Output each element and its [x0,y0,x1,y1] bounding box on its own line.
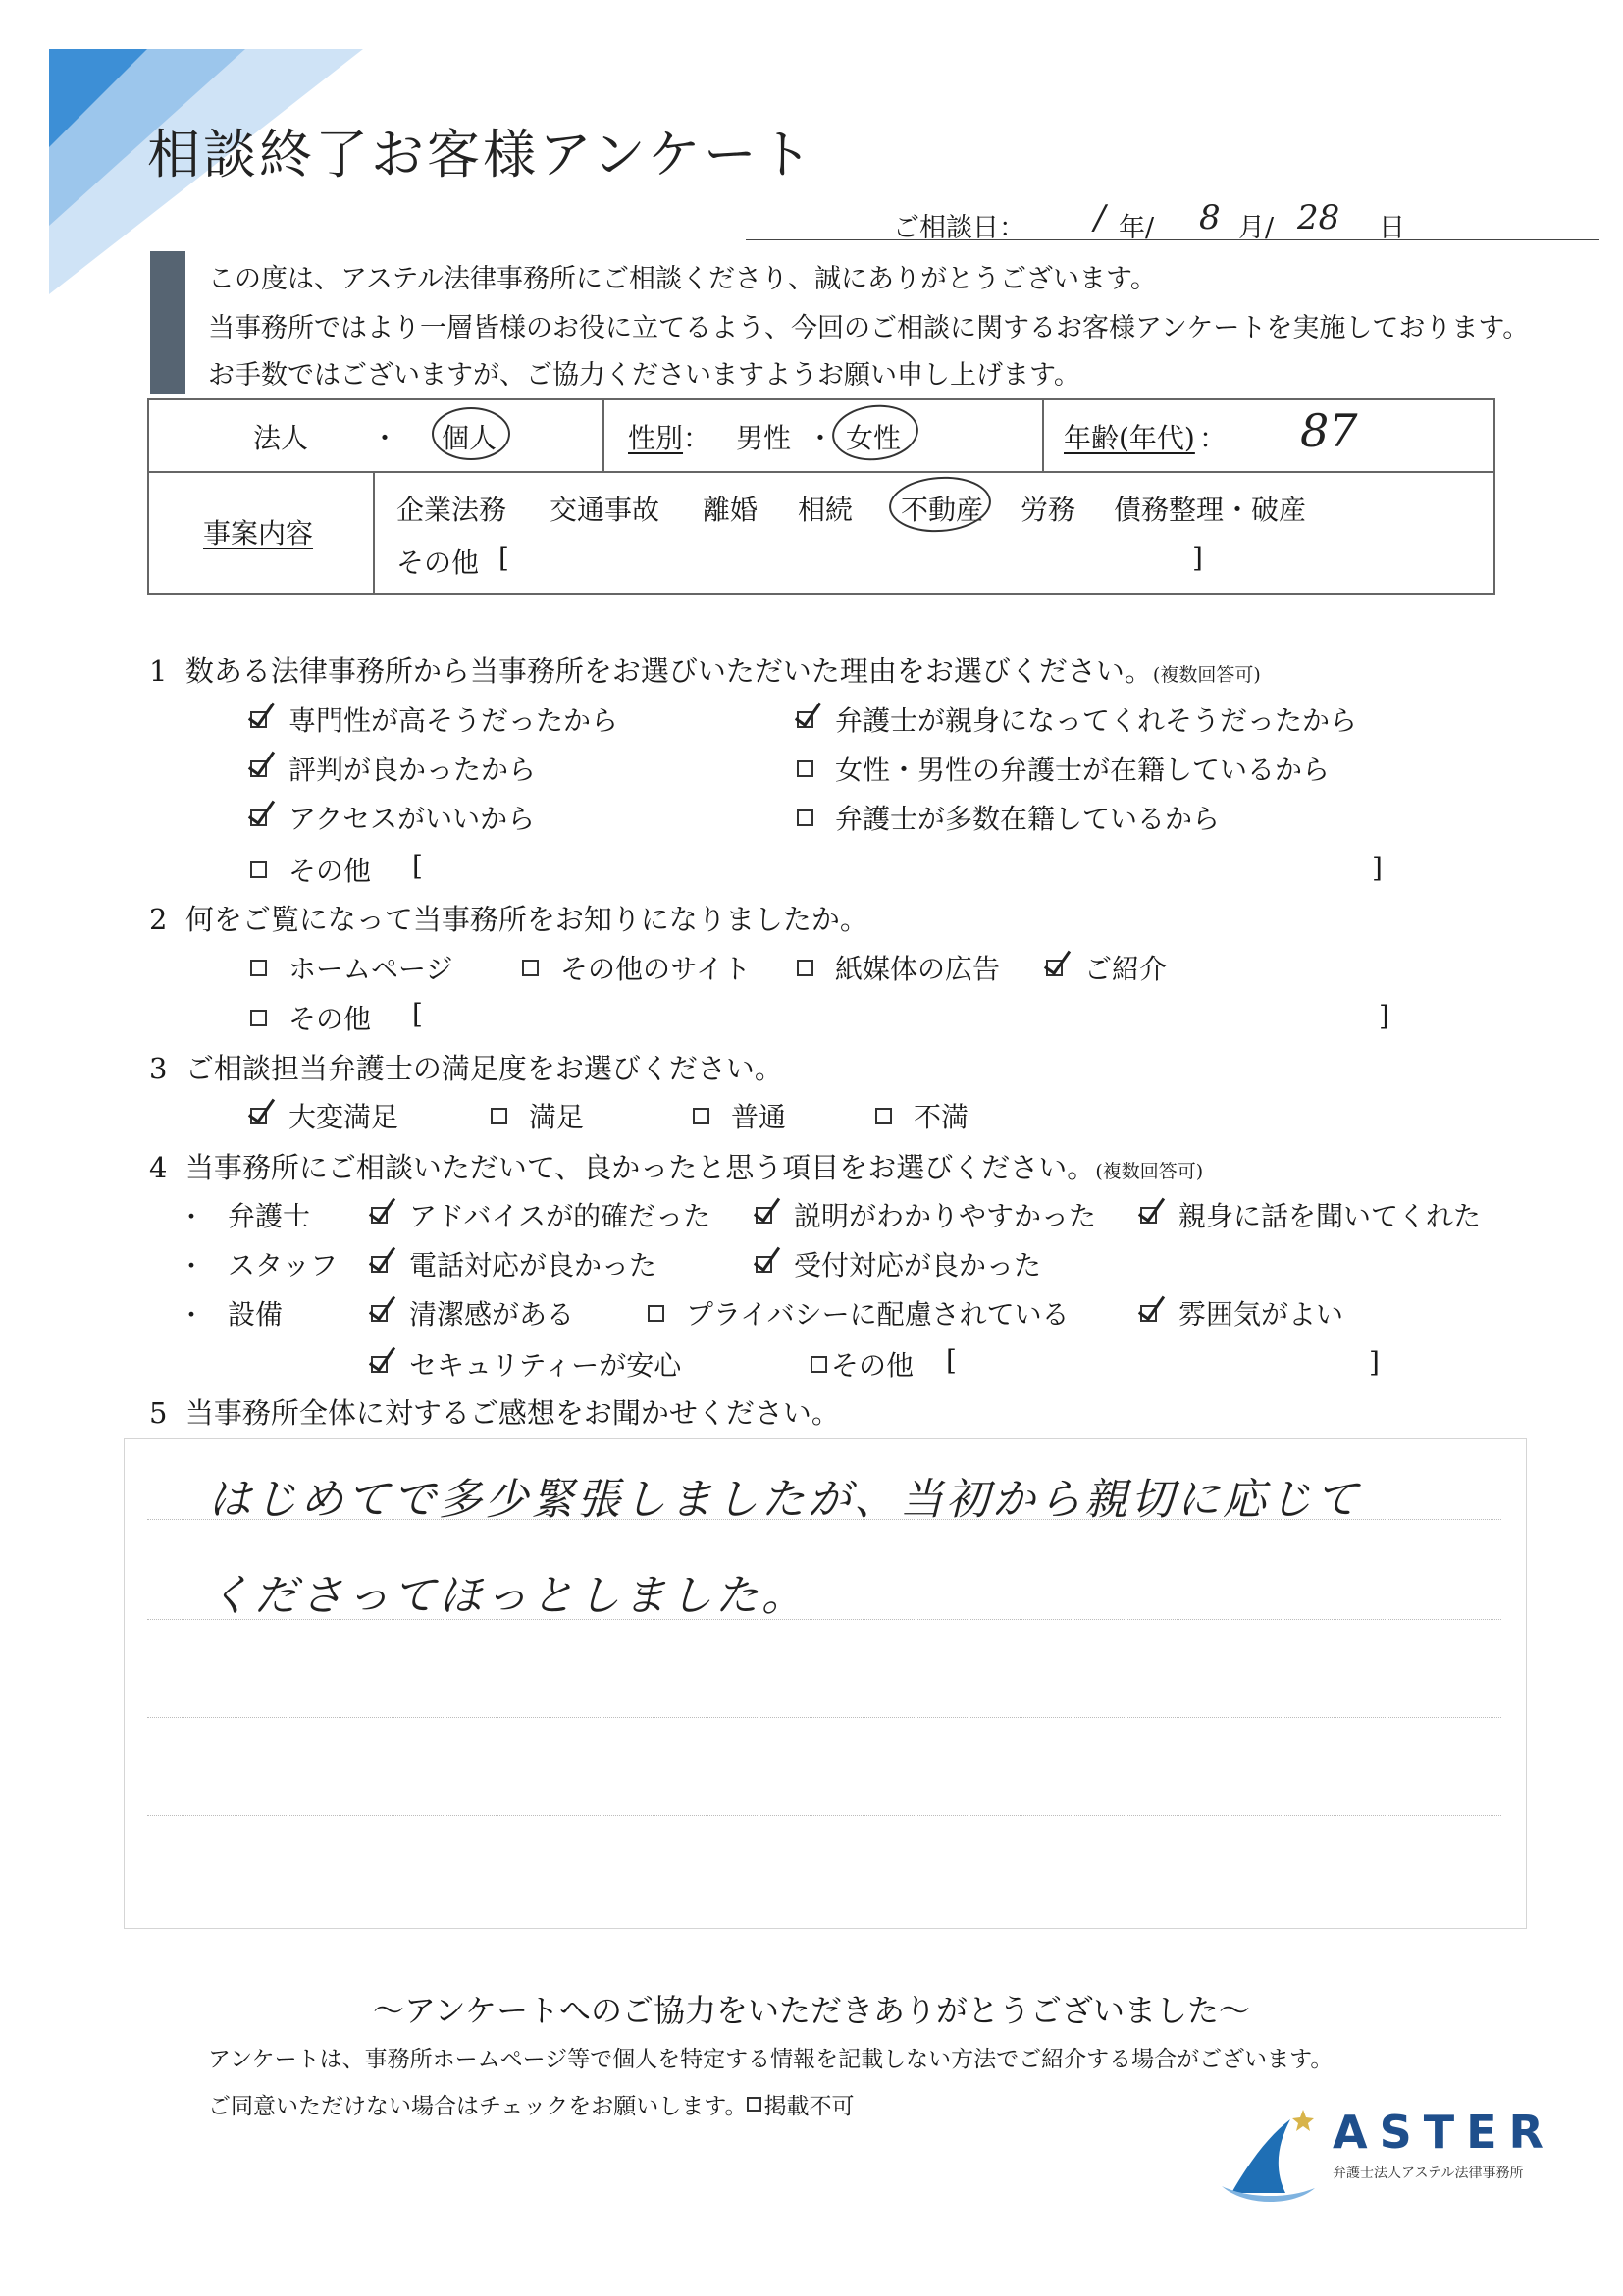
checkbox[interactable] [491,1108,507,1124]
answer-rule [147,1717,1501,1718]
group-label-lawyer: 弁護士 [228,1200,311,1232]
gender-colon: ： [683,422,711,454]
date-year-unit: 年/ [1119,213,1155,243]
checkbox[interactable] [648,1305,664,1322]
option-label: 満足 [529,1101,585,1133]
intro-accent-bar [150,251,185,394]
no-publish-label: 掲載不可 [763,2094,855,2119]
aster-logo [1217,2100,1590,2208]
date-day-unit: 日 [1379,213,1405,243]
checkbox[interactable] [371,1356,388,1373]
q2-option[interactable] [1046,948,1167,987]
checkbox[interactable] [250,1108,267,1124]
checkbox[interactable] [371,1256,388,1273]
q1-option-other[interactable] [250,850,371,889]
female-option[interactable]: 女性 [846,422,902,454]
intro-line-1: この度は、アステル法律事務所にご相談くださり、誠にありがとうございます。 [208,264,1157,294]
option-label: アドバイスが的確だった [409,1200,711,1232]
consent-text: ご同意いただけない場合はチェックをお願いします。 [208,2094,748,2119]
checkbox[interactable] [797,711,813,728]
logo-subtitle: 弁護士法人アステル法律事務所 [1333,2166,1524,2181]
bullet: ・ [179,1301,205,1331]
table-divider [1042,398,1044,471]
case-option-debt-bankruptcy[interactable]: 債務整理・破産 [1114,494,1307,526]
checkbox[interactable] [522,960,539,976]
question-text: ご相談担当弁護士の満足度をお選びください。 [184,1052,783,1085]
corporate-option[interactable]: 法人 [253,422,309,454]
age-value[interactable]: 87 [1300,404,1358,457]
separator-dot: ・ [807,422,835,454]
q4-option[interactable] [371,1195,710,1234]
option-label: 弁護士が親身になってくれそうだったから [835,704,1358,737]
checkbox[interactable] [756,1207,772,1224]
q3-option[interactable] [491,1096,584,1135]
bracket-close: ] [1372,852,1383,884]
date-day-value: 28 [1297,198,1340,237]
case-option-corporate-law[interactable]: 企業法務 [396,494,507,526]
q1-option[interactable] [797,798,1220,837]
question-4 [149,1146,1203,1186]
case-option-real-estate[interactable]: 不動産 [901,494,984,526]
option-label: 親身に話を聞いてくれた [1178,1200,1482,1232]
option-label: ご紹介 [1084,953,1168,985]
bracket-open: [ [498,542,509,574]
checkbox[interactable] [797,809,813,826]
individual-option[interactable]: 個人 [442,422,497,454]
q4-option[interactable] [371,1344,681,1383]
q3-option[interactable] [693,1096,786,1135]
option-label: 評判が良かったから [288,754,537,786]
option-label: その他のサイト [560,953,752,985]
gender-label: 性別 [628,422,684,454]
table-divider [373,471,375,595]
question-text: 当事務所全体に対するご感想をお聞かせください。 [184,1396,840,1430]
bracket-open: [ [946,1344,957,1377]
question-number: 2 [149,903,168,936]
q1-option[interactable] [250,798,535,837]
checkbox[interactable] [250,960,267,976]
q2-option[interactable] [250,948,452,987]
checkbox[interactable] [811,1356,827,1373]
option-label: 雰囲気がよい [1178,1298,1344,1331]
option-label: 専門性が高そうだったから [288,704,619,737]
option-label: プライバシーに配慮されている [686,1298,1070,1331]
checkbox[interactable] [1140,1305,1157,1322]
checkbox[interactable] [1046,960,1063,976]
checkbox[interactable] [797,960,813,976]
q1-option[interactable] [250,749,536,788]
checkbox[interactable] [250,1010,267,1026]
checkbox[interactable] [875,1108,892,1124]
q3-option[interactable] [875,1096,969,1135]
case-type-label: 事案内容 [203,517,314,549]
option-label: その他 [288,855,372,887]
option-label: 普通 [731,1101,787,1133]
separator-dot: ・ [371,422,399,454]
option-label: セキュリティーが安心 [409,1349,682,1382]
publication-notice: アンケートは、事務所ホームページ等で個人を特定する情報を記載しない方法でご紹介する場合がございます。 [208,2047,1334,2072]
option-label: ホームページ [288,953,453,985]
option-label: 清潔感がある [409,1298,575,1331]
bullet: ・ [179,1252,205,1281]
checkbox[interactable] [1140,1207,1157,1224]
option-label: 紙媒体の広告 [835,953,1001,985]
option-label: 受付対応が良かった [794,1249,1042,1281]
intro-line-3: お手数ではございますが、ご協力くださいますようお願い申し上げます。 [208,360,1080,391]
checkbox[interactable] [250,809,267,826]
option-label: 女性・男性の弁護士が在籍しているから [835,754,1331,786]
table-divider [147,471,1495,473]
checkbox[interactable] [693,1108,709,1124]
checkbox[interactable] [250,760,267,777]
question-number: 5 [149,1396,168,1430]
option-label: アクセスがいいから [288,803,536,835]
case-option-labor[interactable]: 労務 [1021,494,1076,526]
case-option-divorce[interactable]: 離婚 [703,494,759,526]
q4-option[interactable] [371,1244,656,1283]
option-label: 大変満足 [288,1101,399,1133]
q4-option[interactable] [1140,1293,1343,1332]
multiple-answers-note: (複数回答可) [1095,1161,1204,1182]
bracket-open: [ [412,850,423,882]
case-other-label: その他 [396,547,480,579]
q4-option[interactable] [756,1195,1096,1234]
q4-option-other[interactable] [811,1344,914,1383]
option-label: その他 [288,1003,372,1035]
question-2 [149,898,868,938]
group-label-facilities: 設備 [228,1298,284,1331]
group-label-staff: スタッフ [228,1249,339,1281]
bullet: ・ [179,1203,205,1232]
page-title: 相談終了お客様アンケート [147,124,815,185]
bracket-close: ] [1379,1000,1389,1032]
table-divider [602,398,604,471]
question-5 [149,1391,840,1432]
case-option-inheritance[interactable]: 相続 [798,494,854,526]
question-text: 当事務所にご相談いただいて、良かったと思う項目をお選びください。 [184,1151,1096,1184]
question-number: 3 [149,1052,168,1085]
date-year-value: / [1094,198,1106,237]
question-number: 4 [149,1151,168,1184]
age-colon: ： [1199,422,1228,454]
age-label: 年齢(年代) [1064,422,1195,454]
question-number: 1 [149,654,168,688]
handwritten-answer-line-2: くださってほっとしました。 [208,1571,808,1621]
consultation-date-label: ご相談日： [893,213,1025,243]
case-option-traffic-accident[interactable]: 交通事故 [550,494,660,526]
question-text: 何をご覧になって当事務所をお知りになりましたか。 [184,903,868,936]
no-publish-checkbox[interactable] [747,2097,761,2112]
date-underline [746,239,1599,240]
handwritten-answer-line-1: はじめてで多少緊張しましたが、当初から親切に応じて [208,1475,1361,1525]
bracket-open: [ [412,998,423,1030]
bracket-close: ] [1369,1346,1380,1379]
q2-option[interactable] [522,948,751,987]
aster-logo-mark [1217,2100,1325,2208]
q1-option[interactable] [797,749,1330,788]
multiple-answers-note: (複数回答可) [1152,664,1261,686]
consent-notice [208,2088,854,2120]
q2-option[interactable] [797,948,1000,987]
thank-you-message: 〜アンケートへのご協力をいただきありがとうございました〜 [372,1992,1251,2029]
option-label: 説明がわかりやすかった [794,1200,1097,1232]
checkbox[interactable] [371,1207,388,1224]
date-month-value: 8 [1199,198,1221,237]
q4-option[interactable] [1140,1195,1481,1234]
question-text: 数ある法律事務所から当事務所をお選びいただいた理由をお選びください。 [184,654,1153,688]
option-label: 電話対応が良かった [409,1249,657,1281]
checkbox[interactable] [371,1305,388,1322]
option-label: 弁護士が多数在籍しているから [835,803,1221,835]
q4-option[interactable] [648,1293,1070,1332]
question-1 [149,650,1261,690]
intro-line-2: 当事務所ではより一層皆様のお役に立てるよう、今回のご相談に関するお客様アンケートを実施しております。 [208,313,1530,343]
date-month-unit: 月/ [1238,213,1275,243]
option-label: その他 [831,1349,915,1382]
answer-rule [147,1815,1501,1816]
q2-option-other[interactable] [250,998,371,1037]
q4-option[interactable] [371,1293,574,1332]
checkbox[interactable] [250,711,267,728]
option-label: 不満 [914,1101,969,1133]
checkbox[interactable] [797,760,813,777]
bracket-close: ] [1192,542,1203,574]
question-3 [149,1047,783,1087]
checkbox[interactable] [250,861,267,878]
checkbox[interactable] [756,1256,772,1273]
q3-option[interactable] [250,1096,398,1135]
q4-option[interactable] [756,1244,1041,1283]
male-option[interactable]: 男性 [736,422,792,454]
q1-option[interactable] [250,700,618,739]
logo-wordmark: ASTER [1333,2106,1555,2159]
q1-option[interactable] [797,700,1357,739]
individual-selected-circle [432,407,510,460]
